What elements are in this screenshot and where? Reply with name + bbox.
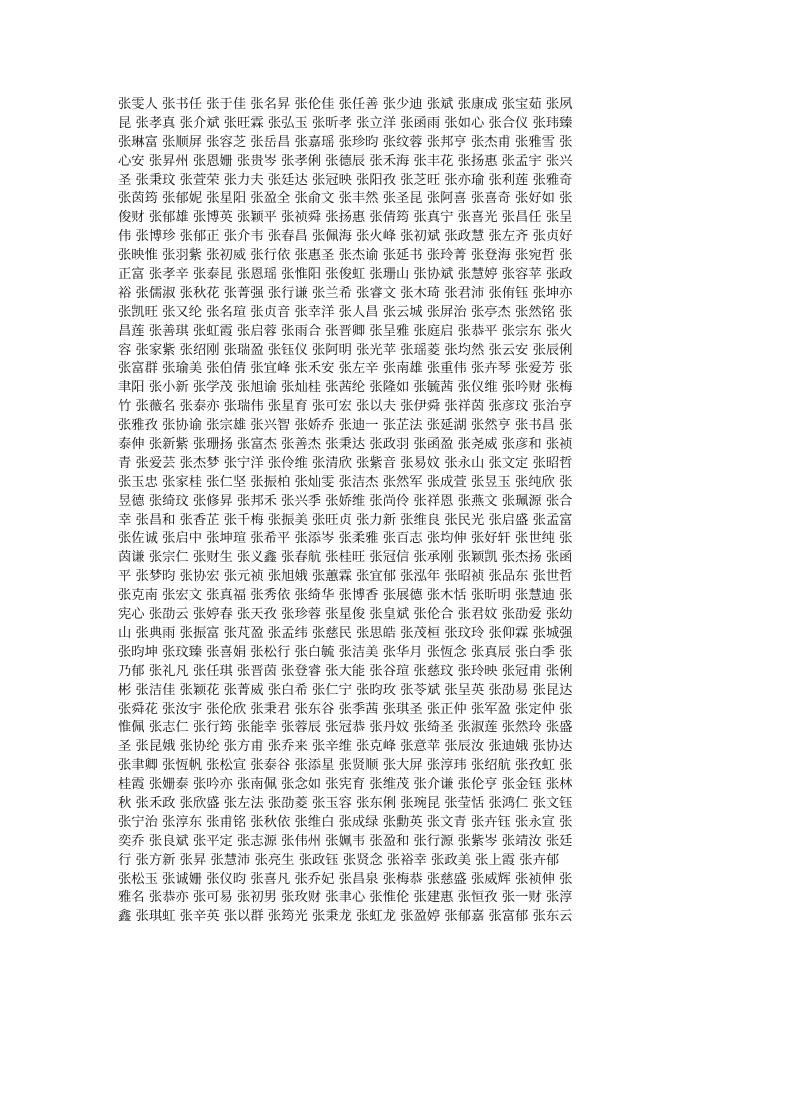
text-line: 桂霞 张姗泰 张吟亦 张南佩 张念如 张宪育 张维茂 张介谦 张伦亨 张金钰 张林 xyxy=(118,777,573,793)
text-line: 昌莲 张善琪 张虹霞 张启蓉 张雨合 张晋卿 张呈雅 张庭启 张恭平 张宗东 张火 xyxy=(118,323,573,339)
text-line: 彬 张洁佳 张颖花 张菁威 张白希 张仁宁 张昀玫 张苓斌 张呈英 张劭易 张昆达 xyxy=(118,682,573,698)
text-line: 张富群 张瑜美 张伯倩 张宜峰 张禾安 张左辛 张南雄 张重伟 张卉琴 张爱芳 张 xyxy=(118,361,573,377)
text-line: 竹 张薇名 张泰亦 张瑞伟 张星育 张可宏 张以夫 张伊舜 张祥茵 张彦玟 张治亨 xyxy=(118,399,573,415)
text-line: 容 张家紫 张绍刚 张瑞盈 张钰仪 张阿明 张光苹 张瑶菱 张均然 张云安 张辰俐 xyxy=(118,342,573,358)
text-line: 惟佩 张志仁 张行筠 张能幸 张蓉辰 张冠恭 张丹妏 张绮圣 张淑莲 张然玲 张盛 xyxy=(118,720,573,736)
text-line: 张佐诚 张启中 张坤瑄 张希平 张添岑 张柔雅 张百志 张均伸 张好轩 张世纯 张 xyxy=(118,531,573,547)
text-line: 张舜花 张汝宇 张伦欣 张秉君 张东谷 张季茜 张琪圣 张正仲 张军盈 张定仲 张 xyxy=(118,701,573,717)
text-line: 昆 张孝真 张介斌 张旺霖 张弘玉 张昕孝 张立洋 张函雨 张如心 张合仪 张玮臻 xyxy=(118,115,573,131)
text-line: 俊财 张郁雄 张博英 张颖平 张祯舜 张扬惠 张倩筠 张真宁 张喜光 张昌任 张呈 xyxy=(118,210,573,226)
text-line: 乃郁 张礼凡 张任琪 张晋茵 张登睿 张大能 张谷瑄 张慈玟 张玲映 张冠甫 张俐 xyxy=(118,663,573,679)
text-line: 鑫 张琪虹 张辛英 张以群 张筠光 张秉龙 张虹龙 张盈婷 张郁嘉 张富郁 张东云 xyxy=(118,909,573,925)
text-line: 张克南 张宏文 张真福 张秀依 张绮华 张博香 张展德 张木恬 张昕明 张慧迪 张 xyxy=(118,588,573,604)
text-line: 张茵筠 张郁妮 张星阳 张盈全 张俞文 张丰然 张圣昆 张阿喜 张喜奇 张好如 张 xyxy=(118,191,573,207)
text-line: 张琳富 张顺屏 张容芝 张岳昌 张嘉瑶 张珍昀 张纹蓉 张邦亨 张杰甫 张雅雪 张 xyxy=(118,134,573,150)
text-line: 正富 张孝辛 张泰昆 张恩瑶 张惟阳 张俊虹 张珊山 张协斌 张慧婷 张容苹 张政 xyxy=(118,267,573,283)
text-line: 青 张爱芸 张杰梦 张宁洋 张伶维 张清欣 张紫音 张易妏 张永山 张文定 张昭哲 xyxy=(118,455,573,471)
text-line: 奕乔 张良斌 张平定 张志源 张伟州 张姵韦 张盈和 张行源 张紫岑 张靖汝 张廷 xyxy=(118,833,573,849)
text-line: 泰伸 张新紫 张珊扬 张富杰 张善杰 张秉达 张政羽 张函盈 张尧威 张彦和 张祯 xyxy=(118,437,573,453)
text-line: 宪心 张劭云 张婷春 张天孜 张珍蓉 张星俊 张皇斌 张伦合 张君妏 张劭爱 张幼 xyxy=(118,607,573,623)
text-line: 张雯人 张书任 张于佳 张名昇 张伦佳 张任善 张少迪 张斌 张康成 张宝茹 张夙 xyxy=(118,97,573,112)
text-line: 张聿卿 张恆帆 张松宣 张泰谷 张添星 张贤顺 张大屏 张淳玮 张绍航 张孜虹 张 xyxy=(118,758,573,774)
text-line: 聿阳 张小新 张学茂 张旭谕 张灿桂 张茜纶 张隆如 张毓茜 张仪维 张吟财 张梅 xyxy=(118,380,573,396)
text-line: 张凯旺 张又纶 张名瑄 张贞音 张幸洋 张人昌 张云城 张屏治 张亭杰 张然铭 张 xyxy=(118,304,573,320)
text-line: 张雅孜 张协谕 张宗雄 张兴智 张娇乔 张迪一 张芷法 张延湖 张然亨 张书昌 张 xyxy=(118,418,573,434)
text-line: 张宁治 张淳东 张甫铭 张秋依 张维白 张成绿 张勳英 张文青 张卉钰 张永宣 张 xyxy=(118,814,573,830)
text-line: 秋 张禾政 张欣盛 张左法 张劭菱 张玉容 张东俐 张琬昆 张莹恬 张鸿仁 张文钰 xyxy=(118,795,573,811)
text-line: 行 张方新 张昇 张慧沛 张亮生 张政钰 张贤念 张裕幸 张政美 张上霞 张卉郁 xyxy=(118,852,560,868)
text-line: 圣 张秉玟 张萱荣 张力夫 张廷达 张冠映 张阳孜 张芝旺 张亦瑜 张利莲 张雅奇 xyxy=(118,172,573,188)
text-line: 圣 张昆娥 张协纶 张方甫 张乔来 张辛维 张克峰 张意苹 张辰汝 张迪娥 张协达 xyxy=(118,739,573,755)
text-line: 裕 张儒淑 张秋花 张菁强 张行谦 张兰希 张睿文 张木琦 张君沛 张侑钰 张坤亦 xyxy=(118,285,573,301)
text-line: 张玉忠 张家桂 张仁坚 张振柏 张灿雯 张洁杰 张然军 张成萱 张昱玉 张纯欣 张 xyxy=(118,474,573,490)
text-line: 平 张梦昀 张协宏 张元祯 张旭娥 张蕙霖 张宜郁 张泓年 张昭祯 张品东 张世哲 xyxy=(118,569,573,585)
text-line: 茵谦 张宗仁 张财生 张义鑫 张春航 张桂旺 张冠信 张承刚 张颖凯 张杰扬 张函 xyxy=(118,550,573,566)
text-line: 张昀坤 张玟臻 张喜娟 张松行 张白毓 张洁美 张华月 张恆念 张真辰 张白季 张 xyxy=(118,644,573,660)
text-line: 昱德 张绮玟 张修昇 张邦禾 张兴季 张娇维 张尚伶 张祥恩 张燕文 张珮源 张合 xyxy=(118,493,573,509)
text-line: 伟 张博珍 张郁正 张介韦 张春昌 张佩海 张火峰 张初斌 张政慧 张左齐 张贞好 xyxy=(118,229,573,245)
text-line: 心安 张昇州 张恩姗 张贵岑 张孝俐 张德辰 张禾海 张丰花 张扬惠 张孟宇 张兴 xyxy=(118,153,573,169)
text-line: 山 张典雨 张振富 张芃盈 张孟纬 张慈民 张思皓 张茂桓 张玟玲 张仰霖 张城强 xyxy=(118,625,573,641)
text-line: 幸 张昌和 张香芷 张千梅 张振美 张旺贞 张力新 张维良 张民光 张启盛 张孟富 xyxy=(118,512,573,528)
text-line: 张映惟 张羽紫 张初威 张行依 张惠圣 张杰谕 张延书 张玲菁 张登海 张宛哲 张 xyxy=(118,248,573,264)
name-list-page xyxy=(118,96,678,927)
text-line: 张松玉 张诚姗 张仪昀 张喜凡 张乔妃 张昌泉 张梅恭 张慈盛 张威辉 张祯伸 张 xyxy=(118,871,573,887)
text-line: 雅名 张恭亦 张可易 张初男 张玫财 张聿心 张惟伦 张建惠 张恒孜 张一财 张淳 xyxy=(118,890,573,906)
